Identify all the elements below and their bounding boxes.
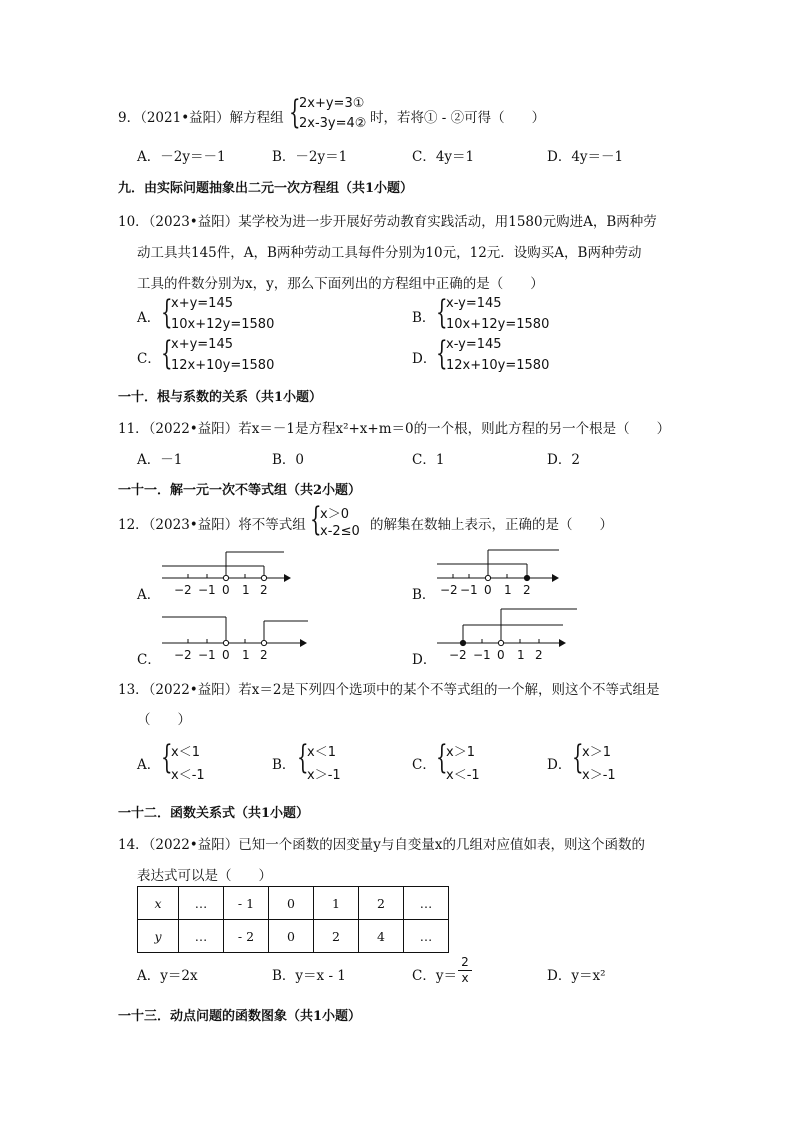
tick-label: −1: [460, 583, 478, 597]
q9-eq1: 2x+y=3①: [299, 96, 365, 111]
table-cell: 4: [359, 920, 404, 953]
q10-c-eq2: 12x+10y=1580: [171, 358, 275, 373]
q13-c-eq1: x＞1: [446, 745, 475, 760]
table-cell: 0: [269, 887, 314, 920]
q12-option-a-number-line: [160, 548, 295, 598]
q14-value-table: [137, 886, 449, 953]
tick-label: 1: [242, 583, 250, 597]
table-cell: [138, 920, 179, 953]
table-cell: …: [179, 920, 224, 953]
q9-option-b: B．－2y＝1: [272, 149, 348, 165]
q12-stem: 12．（2023•益阳）将不等式组: [118, 517, 306, 533]
q13-option-d-label: D．: [547, 757, 572, 773]
section-heading-13: 一十三．动点问题的函数图象（共1小题）: [118, 1009, 362, 1024]
section-heading-11: 一十一．解一元一次不等式组（共2小题）: [118, 483, 362, 498]
fraction-denominator: x: [458, 970, 472, 985]
tick-label: −2: [449, 648, 467, 662]
table-cell: - 2: [224, 920, 269, 953]
q12-option-b-number-line: [435, 548, 565, 598]
q13-option-a-label: A．: [137, 757, 161, 773]
table-cell: 1: [314, 887, 359, 920]
q14-option-b: B．y＝x - 1: [272, 968, 346, 984]
section-heading-9: 九．由实际问题抽象出二元一次方程组（共1小题）: [118, 181, 414, 196]
table-header-x: x: [154, 895, 162, 911]
tick-label: −1: [198, 583, 216, 597]
q13-b-eq1: x＜1: [307, 745, 336, 760]
q12-option-c-number-line: [160, 613, 315, 663]
q9-stem-tail: 时，若将① - ②可得（ ）: [370, 110, 546, 126]
tick-label: 1: [242, 648, 250, 662]
tick-label: 2: [260, 648, 268, 662]
q13-option-c-label: C．: [412, 757, 436, 773]
q13-option-b-label: B．: [272, 757, 296, 773]
q10-option-c-label: C．: [137, 351, 161, 367]
q12-stem-tail: 的解集在数轴上表示，正确的是（ ）: [370, 517, 613, 533]
q13-line-1: 13．（2022•益阳）若x＝2是下列四个选项中的某个不等式组的一个解，则这个不等式组是: [118, 682, 660, 698]
q10-c-eq1: x+y=145: [171, 337, 233, 352]
tick-label: 1: [517, 648, 525, 662]
q10-line-2: 动工具共145件，A，B两种劳动工具每件分别为10元，12元．设购买A，B两种劳动: [137, 245, 642, 261]
q11-option-c: C．1: [412, 452, 445, 468]
q13-c-eq2: x＜-1: [446, 768, 480, 783]
table-cell: …: [404, 920, 449, 953]
q9-option-c: C．4y＝1: [412, 149, 475, 165]
q11-option-b: B．0: [272, 452, 305, 468]
q14-option-d: D．y＝x²: [547, 968, 606, 984]
table-cell: - 1: [224, 887, 269, 920]
tick-label: −2: [174, 583, 192, 597]
table-cell: [138, 887, 179, 920]
q11-option-d: D．2: [547, 452, 580, 468]
q10-b-eq1: x-y=145: [446, 296, 502, 311]
table-cell: …: [179, 887, 224, 920]
q12-eq2: x-2≤0: [320, 524, 360, 539]
q9-option-a: A．－2y＝－1: [137, 149, 226, 165]
q13-d-eq1: x＞1: [582, 745, 611, 760]
fraction-numerator: 2: [461, 955, 469, 969]
q11-option-a: A．－1: [137, 452, 183, 468]
q14-line-2: 表达式可以是（ ）: [137, 868, 272, 884]
q13-d-eq2: x＞-1: [582, 768, 616, 783]
q11-stem: 11．（2022•益阳）若x＝－1是方程x²+x+m＝0的一个根，则此方程的另一个根是（ ）: [118, 421, 671, 437]
q10-a-eq1: x+y=145: [171, 296, 233, 311]
tick-label: 0: [497, 648, 505, 662]
tick-label: 2: [535, 648, 543, 662]
tick-label: −2: [174, 648, 192, 662]
q10-option-b-label: B．: [412, 310, 436, 326]
q13-a-eq2: x＜-1: [171, 768, 205, 783]
q10-option-a-label: A．: [137, 310, 161, 326]
table-cell: 2: [314, 920, 359, 953]
tick-label: 2: [523, 583, 531, 597]
tick-label: 2: [260, 583, 268, 597]
q12-option-d-label: D．: [412, 652, 437, 668]
tick-label: 1: [504, 583, 512, 597]
q10-d-eq1: x-y=145: [446, 337, 502, 352]
q9-stem: 9．（2021•益阳）解方程组: [118, 110, 284, 126]
q10-a-eq2: 10x+12y=1580: [171, 317, 275, 332]
tick-label: 0: [222, 583, 230, 597]
q9-option-d: D．4y＝－1: [547, 149, 624, 165]
table-row: [138, 887, 449, 920]
table-cell: 0: [269, 920, 314, 953]
table-cell: 2: [359, 887, 404, 920]
q14-line-1: 14．（2022•益阳）已知一个函数的因变量y与自变量x的几组对应值如表，则这个函数的: [118, 837, 645, 853]
q13-a-eq1: x＜1: [171, 745, 200, 760]
table-row: [138, 920, 449, 953]
q10-line-1: 10．（2023•益阳）某学校为进一步开展好劳动教育实践活动，用1580元购进A，B两种劳: [118, 214, 657, 230]
q13-b-eq2: x＞-1: [307, 768, 341, 783]
tick-label: −1: [473, 648, 491, 662]
q14-option-a: A．y＝2x: [137, 968, 198, 984]
q10-option-d-label: D．: [412, 351, 437, 367]
section-heading-10: 一十．根与系数的关系（共1小题）: [118, 390, 323, 405]
q14-option-c-fraction: [458, 955, 472, 985]
q12-option-c-label: C．: [137, 652, 161, 668]
q12-option-b-label: B．: [412, 587, 436, 603]
tick-label: −2: [440, 583, 458, 597]
q14-option-c-label: C．y＝: [412, 968, 457, 984]
q10-line-3: 工具的件数分别为x，y，那么下面列出的方程组中正确的是（ ）: [137, 276, 544, 292]
q13-line-2: （ ）: [137, 712, 191, 728]
q12-eq1: x＞0: [320, 507, 349, 522]
q12-option-a-label: A．: [137, 587, 161, 603]
q9-eq2: 2x-3y=4②: [299, 116, 367, 131]
tick-label: 0: [484, 583, 492, 597]
q10-b-eq2: 10x+12y=1580: [446, 317, 550, 332]
tick-label: 0: [222, 648, 230, 662]
section-heading-12: 一十二．函数关系式（共1小题）: [118, 806, 310, 821]
q12-option-d-number-line: [435, 607, 580, 663]
q10-d-eq2: 12x+10y=1580: [446, 358, 550, 373]
tick-label: −1: [198, 648, 216, 662]
table-cell: …: [404, 887, 449, 920]
table-header-y: y: [154, 928, 162, 944]
